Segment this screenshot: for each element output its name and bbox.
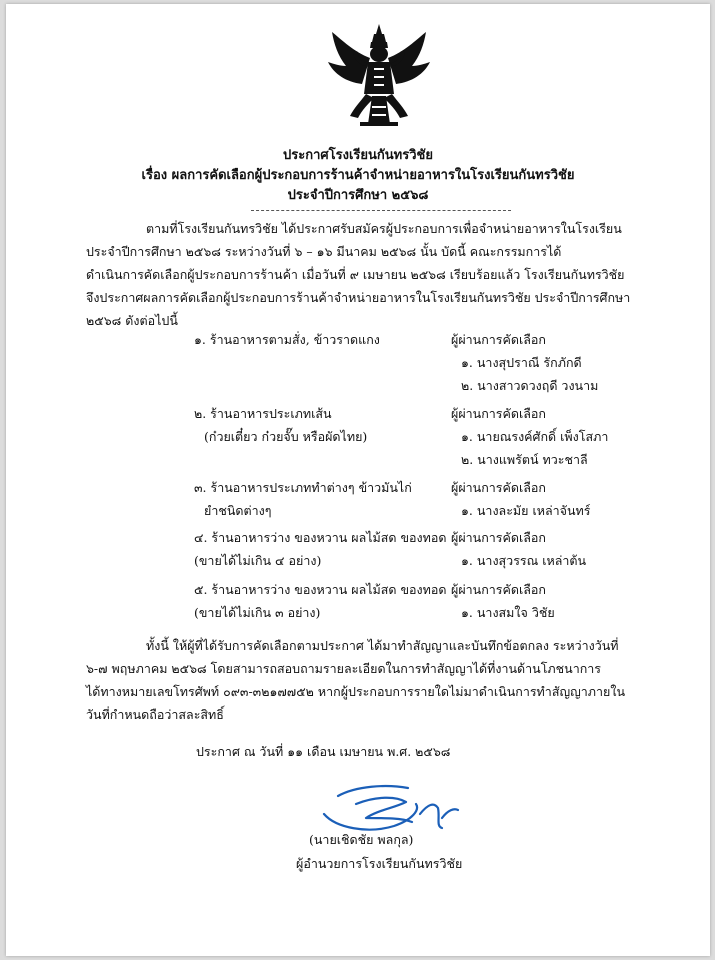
announcement-heading: ประกาศโรงเรียนกันทรวิชัย [283, 148, 433, 163]
shop-category: ๔. ร้านอาหารว่าง ของหวาน ผลไม้สด ของทอด [194, 530, 447, 545]
intro-line: ตามที่โรงเรียนกันทรวิชัย ได้ประกาศรับสมัครผู้ประกอบการเพื่อจำหน่ายอาหารในโรงเรียน [146, 221, 622, 236]
winner-name: ๑. นายณรงค์ศักดิ์ เพ็งโสภา [461, 429, 609, 444]
closing-line: ได้ทางหมายเลขโทรศัพท์ ๐๙๓-๓๒๑๗๗๕๒ หากผู้ประกอบการรายใดไม่มาดำเนินการทำสัญญาภายใน [86, 684, 625, 699]
winner-label: ผู้ผ่านการคัดเลือก [451, 406, 547, 421]
garuda-emblem-icon [324, 22, 434, 134]
shop-category: ๒. ร้านอาหารประเภทเส้น [194, 406, 332, 421]
winner-name: ๑. นางละมัย เหล่าจันทร์ [461, 503, 591, 518]
winner-name: ๑. นางสุวรรณ เหล่าต้น [461, 553, 587, 568]
announcement-subject: เรื่อง ผลการคัดเลือกผู้ประกอบการร้านค้าจำหน่ายอาหารในโรงเรียนกันทรวิชัย [141, 168, 575, 183]
winner-name: ๑. นางสุปราณี รักภักดี [461, 355, 582, 370]
closing-line: วันที่กำหนดถือว่าสละสิทธิ์ [86, 707, 224, 722]
signer-name: (นายเชิดชัย พลกุล) [309, 832, 414, 847]
winner-label: ผู้ผ่านการคัดเลือก [451, 332, 547, 347]
title-divider [251, 210, 511, 211]
announce-date: ประกาศ ณ วันที่ ๑๑ เดือน เมษายน พ.ศ. ๒๕๖๘ [196, 744, 451, 759]
closing-line: ๖-๗ พฤษภาคม ๒๕๖๘ โดยสามารถสอบถามรายละเอียดในการทำสัญญาได้ที่งานด้านโภชนาการ [86, 661, 602, 676]
signer-title: ผู้อำนวยการโรงเรียนกันทรวิชัย [296, 856, 463, 871]
winner-label: ผู้ผ่านการคัดเลือก [451, 582, 547, 597]
winner-label: ผู้ผ่านการคัดเลือก [451, 530, 547, 545]
intro-line: ประจำปีการศึกษา ๒๕๖๘ ระหว่างวันที่ ๖ – ๑๖ มีนาคม ๒๕๖๘ นั้น บัดนี้ คณะกรรมการได้ [86, 244, 562, 259]
winner-name: ๒. นางแพรัตน์ ทวะชาลี [461, 452, 588, 467]
shop-category: ๕. ร้านอาหารว่าง ของหวาน ผลไม้สด ของทอด [194, 582, 447, 597]
winner-name: ๑. นางสมใจ วิชัย [461, 605, 555, 620]
intro-line: ดำเนินการคัดเลือกผู้ประกอบการร้านค้า เมื่อวันที่ ๙ เมษายน ๒๕๖๘ เรียบร้อยแล้ว โรงเรียนกันทรวิชัย [86, 267, 625, 282]
winner-name: ๒. นางสาวดวงฤดี วงนาม [461, 378, 599, 393]
shop-category: ๓. ร้านอาหารประเภททำต่างๆ ข้าวมันไก่ [194, 480, 412, 495]
winner-label: ผู้ผ่านการคัดเลือก [451, 480, 547, 495]
document-page [6, 4, 710, 956]
shop-category-detail: (ก๋วยเตี๋ยว ก๋วยจั๊บ หรือผัดไทย) [204, 429, 368, 444]
intro-line: ๒๕๖๘ ดังต่อไปนี้ [86, 313, 178, 328]
shop-category-detail: (ขายได้ไม่เกิน ๔ อย่าง) [194, 553, 322, 568]
shop-category-detail: (ขายได้ไม่เกิน ๓ อย่าง) [194, 605, 321, 620]
shop-category-detail: ยำชนิดต่างๆ [204, 503, 272, 518]
closing-line: ทั้งนี้ ให้ผู้ที่ได้รับการคัดเลือกตามประกาศ ได้มาทำสัญญาและบันทึกข้อตกลง ระหว่างวันที่ [146, 638, 619, 653]
shop-category: ๑. ร้านอาหารตามสั่ง, ข้าวราดแกง [194, 332, 380, 347]
intro-line: จึงประกาศผลการคัดเลือกผู้ประกอบการร้านค้าจำหน่ายอาหารในโรงเรียนกันทรวิชัย ประจำปีการศึกษา [86, 290, 631, 305]
academic-year: ประจำปีการศึกษา ๒๕๖๘ [287, 188, 429, 203]
